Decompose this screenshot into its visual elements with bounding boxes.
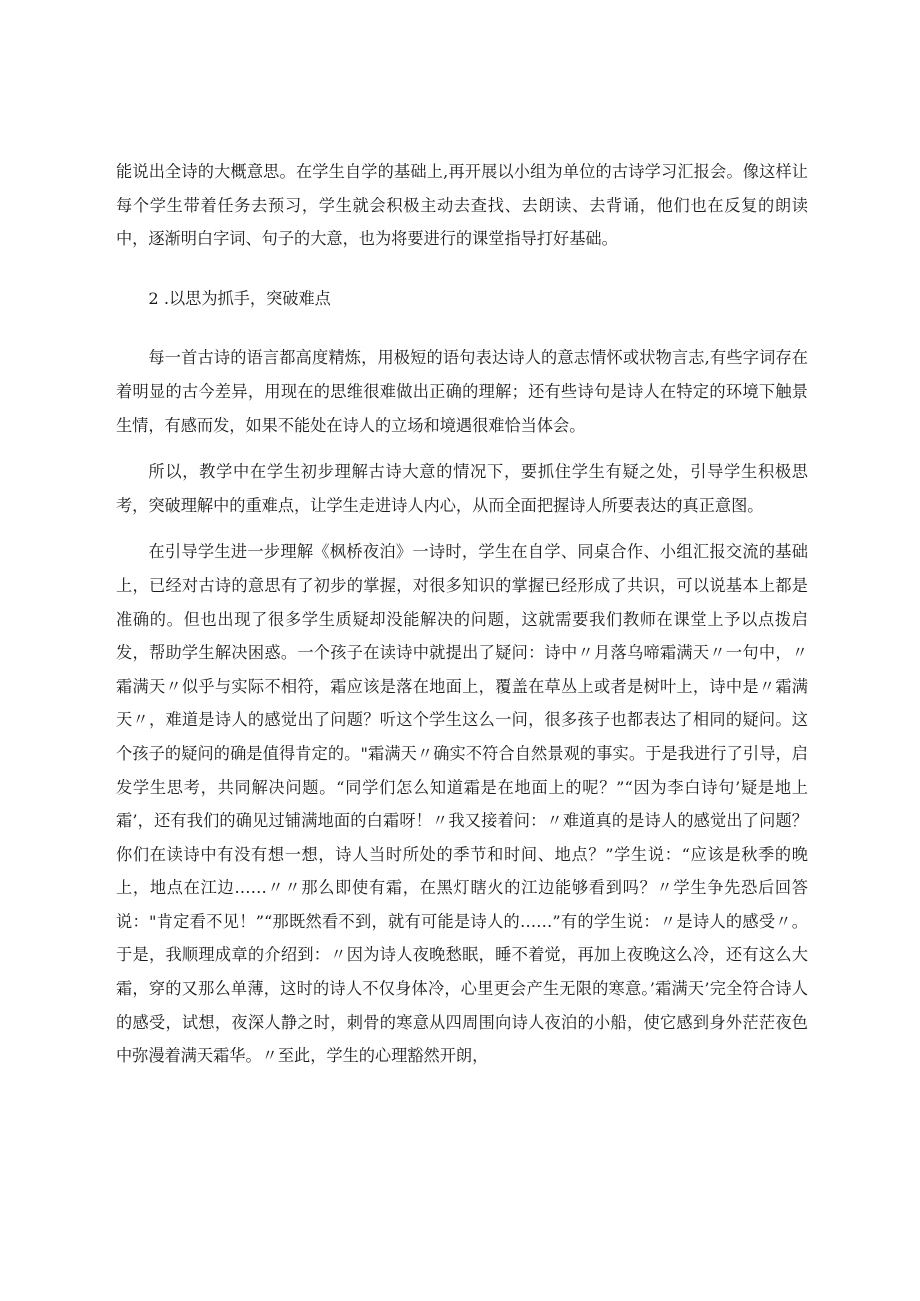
paragraph-continuation: 能说出全诗的大概意思。在学生自学的基础上,再开展以小组为单位的古诗学习汇报会。像这样让每个学生带着任务去预习，学生就会积极主动去查找、去朗读、去背诵，他们也在反复的朗读中，逐渐明白字词、句子的大意，也为将要进行的课堂指导打好基础。: [116, 162, 808, 249]
paragraph-example: 在引导学生进一步理解《枫桥夜泊》一诗时，学生在自学、同桌合作、小组汇报交流的基础上，已经对古诗的意思有了初步的掌握，对很多知识的掌握已经形成了共识，可以说基本上都是准确的。但也出现了很多学生质疑却没能解决的问题，这就需要我们教师在课堂上予以点拨启发，帮助学生解决困惑。一个孩子在读诗中就提出了疑问：诗中〃月落乌啼霜满天〃一句中，〃霜满天〃似乎与实际不相符，霜应该是落在地面上，覆盖在草丛上或者是树叶上，诗中是〃霜满天〃，难道是诗人的感觉出了问题？听这个学生这么一问，很多孩子也都表达了相同的疑问。这个孩子的疑问的确是值得肯定的。"霜满天〃确实不符合自然景观的事实。于是我进行了引导，启发学生思考，共同解决问题。“同学们怎么知道霜是在地面上的呢？”“因为李白诗句’疑是地上霜’，还有我们的确见过铺满地面的白霜呀！〃我又接着问：〃难道真的是诗人的感觉出了问题？你们在读诗中有没有想一想，诗人当时所处的季节和时间、地点？”学生说：“应该是秋季的晚上，地点在江边……〃〃那么即使有霜，在黑灯瞎火的江边能够看到吗？〃学生争先恐后回答说："肯定看不见！”“那既然看不到，就有可能是诗人的……”有的学生说：〃是诗人的感受〃。于是，我顺理成章的介绍到：〃因为诗人夜晚愁眠，睡不着觉，再加上夜晚这么冷，还有这么大霜，穿的又那么单薄，这时的诗人不仅身体冷，心里更会产生无限的寒意。’霜满天’完全符合诗人的感受，试想，夜深人静之时，刺骨的寒意从四周围向诗人夜泊的小船，使它感到身外茫茫夜色中弥漫着满天霜华。〃至此，学生的心理豁然开朗，: [116, 542, 808, 1066]
document-body: [116, 155, 808, 1073]
spacer: [116, 256, 808, 282]
paragraph-teaching: 所以，教学中在学生初步理解古诗大意的情况下，要抓住学生有疑之处，引导学生积极思考，突破理解中的重难点，让学生走进诗人内心，从而全面把握诗人所要表达的真正意图。: [116, 462, 808, 515]
paragraph-language: 每一首古诗的语言都高度精炼，用极短的语句表达诗人的意志情怀或状物言志,有些字词存在着明显的古今差异，用现在的思维很难做出正确的理解；还有些诗句是诗人在特定的环境下触景生情，有感而发，如果不能处在诗人的立场和境遇很难恰当体会。: [116, 348, 808, 435]
spacer: [116, 442, 808, 455]
spacer: [116, 315, 808, 341]
section-heading: 2 .以思为抓手，突破难点: [148, 288, 331, 308]
spacer: [116, 522, 808, 535]
